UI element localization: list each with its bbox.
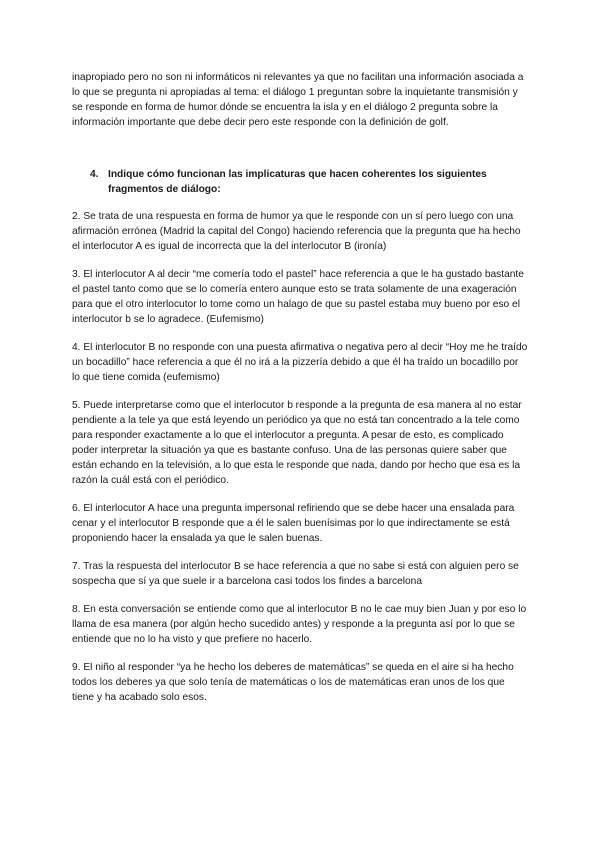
document-page (72, 70, 528, 718)
question-number: 4. (90, 169, 99, 180)
answer-5: 5. Puede interpretarse como que el interlocutor b responde a la pregunta de esa manera al no estar pendiente a la tele ya que está leyendo un periódico ya que no está tan concentrado a la tele como para responder exactamente a lo que el interlocutor a pregunta. A pesar de esto, es complicado poder interpretar la situación ya que es bastante confuso. Una de las personas quiere saber que están echando en la televisión, a lo que esta le responde que nada, dando por hecho que esa es la razón la cuál está con el periódico. (72, 400, 522, 486)
answer-9: 9. El niño al responder “ya he hecho los deberes de matemáticas” se queda en el aire si ha hecho todos los deberes ya que solo tenía de matemáticas o los de matemáticas eran unos de los que tiene y ha acabado solo esos. (72, 662, 514, 703)
intro-paragraph: inapropiado pero no son ni informáticos ni relevantes ya que no facilitan una información asociada a lo que se pregunta ni apropiadas al tema: el diálogo 1 preguntan sobre la inquietante transmisión y se responde en forma de humor dónde se encuentra la isla y en el diálogo 2 pregunta sobre la información importante que debe decir pero este responde con la definición de golf. (72, 72, 524, 128)
answer-6: 6. El interlocutor A hace una pregunta impersonal refiriendo que se debe hacer una ensalada para cenar y el interlocutor B responde que a él le salen buenísimas por lo que indirectamente se está proponiendo hacer la ensalada ya que le salen buenas. (72, 503, 515, 544)
answer-2: 2. Se trata de una respuesta en forma de humor ya que le responde con un sí pero luego con una afirmación errónea (Madrid la capital del Congo) haciendo referencia que la pregunta que ha hecho el interlocutor A es igual de incorrecta que la del interlocutor B (ironía) (72, 211, 521, 252)
answer-8: 8. En esta conversación se entiende como que al interlocutor B no le cae muy bien Juan y por eso lo llama de esa manera (por algún hecho sucedido antes) y responde a la pregunta así por lo que se entiende que no lo ha visto y que prefiere no hacerlo. (72, 604, 527, 645)
answer-3: 3. El interlocutor A al decir “me comería todo el pastel” hace referencia a que le ha gustado bastante el pastel tanto como que se lo comería entero aunque esto se trata solamente de una exageración para que el otro interlocutor lo tome como un halago de que su pastel estaba muy bueno por eso el interlocutor b se lo agradece. (Eufemismo) (72, 269, 524, 325)
answer-4: 4. El interlocutor B no responde con una puesta afirmativa o negativa pero al decir “Hoy me he traído un bocadillo” hace referencia a que él no irá a la pizzería debido a que él ha traído un bocadillo por lo que tiene comida (eufemismo) (72, 342, 528, 383)
answer-7: 7. Tras la respuesta del interlocutor B se hace referencia a que no sabe si está con alguien pero se sospecha que sí ya que suele ir a barcelona casi todos los findes a barcelona (72, 561, 519, 587)
question-heading (72, 167, 528, 197)
question-text: Indique cómo funcionan las implicaturas que hacen coherentes los siguientes fragmentos de diálogo: (108, 169, 487, 195)
